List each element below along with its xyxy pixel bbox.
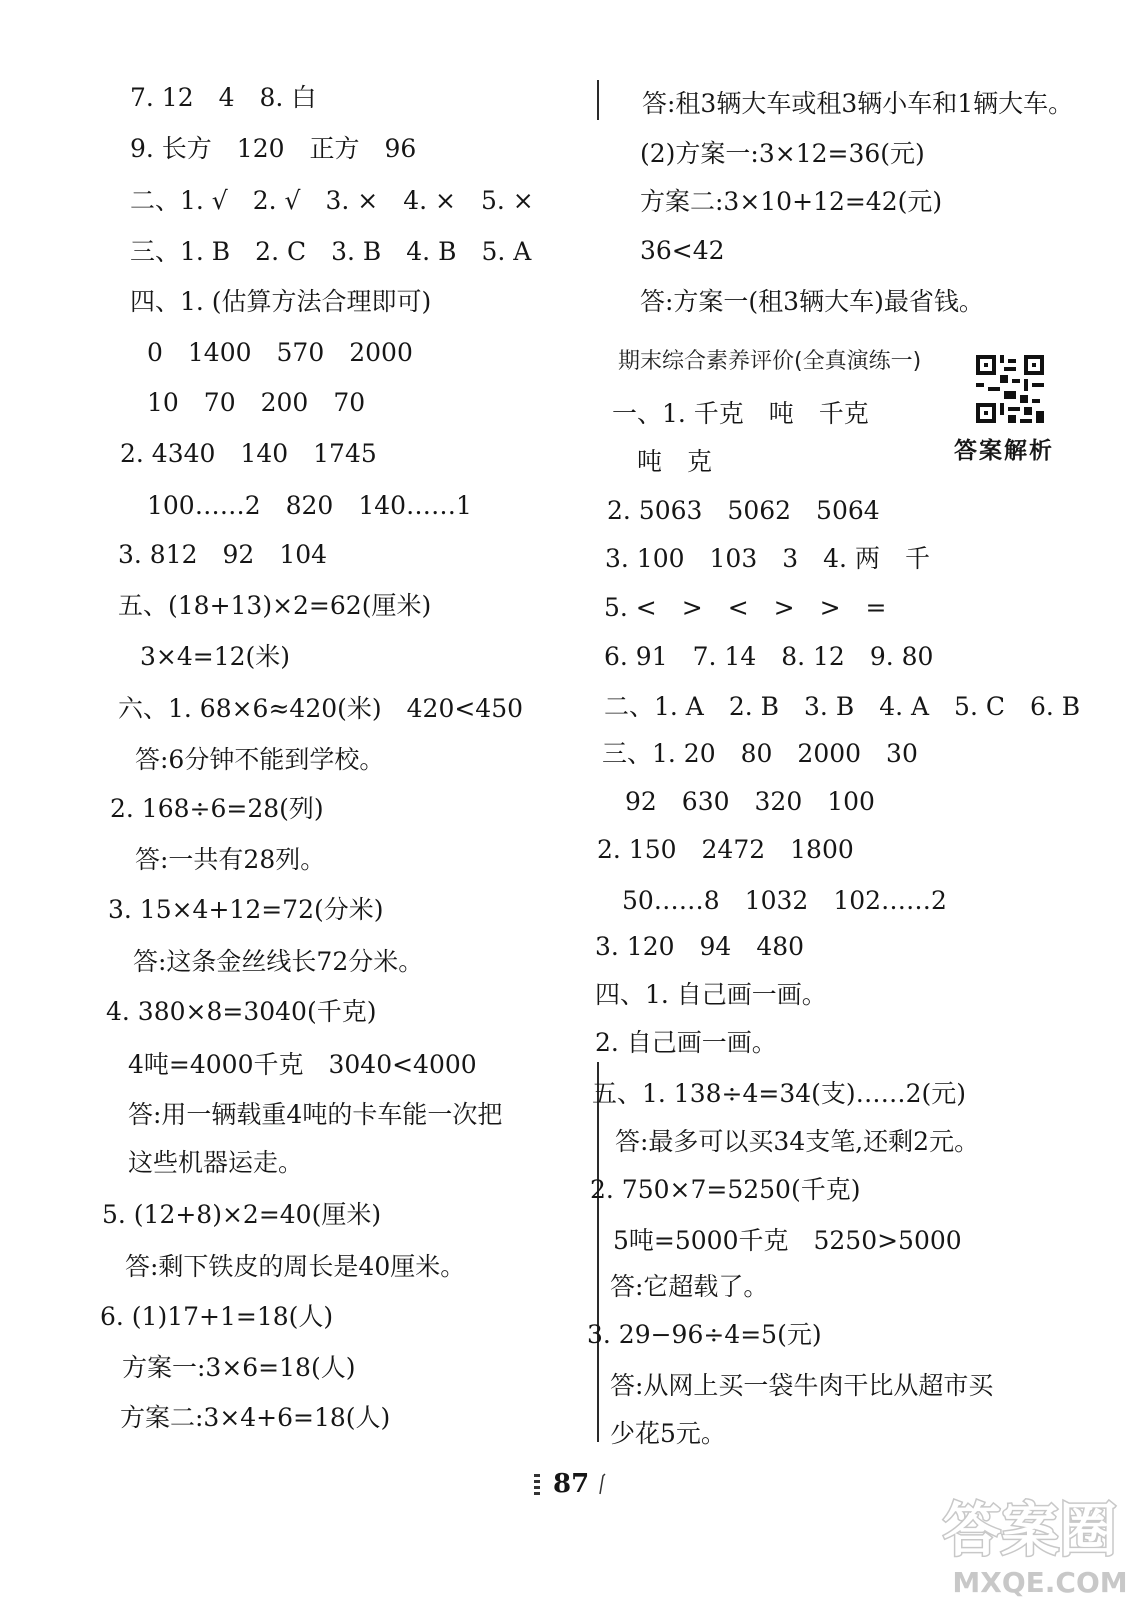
column-divider — [597, 1062, 599, 1442]
left-answer-line: 5. (12+8)×2=40(厘米) — [102, 1200, 382, 1229]
page-number: 87 — [553, 1469, 590, 1499]
right-answer-line: (2)方案一:3×12=36(元) — [640, 139, 925, 168]
qr-label: 答案解析 — [954, 438, 1054, 464]
right-answer-line: 3. 100 103 3 4. 两 千 — [605, 544, 930, 573]
left-answer-line: 五、(18+13)×2=62(厘米) — [118, 591, 432, 620]
left-answer-line: 2. 168÷6=28(列) — [110, 794, 324, 823]
left-answer-line: 答:这条金丝线长72分米。 — [133, 947, 424, 976]
right-answer-line: 6. 91 7. 14 8. 12 9. 80 — [604, 642, 934, 671]
left-answer-line: 7. 12 4 8. 白 — [130, 83, 317, 112]
right-answer-line: 答:它超载了。 — [610, 1272, 769, 1301]
right-answer-line: 50……8 1032 102……2 — [622, 886, 947, 915]
left-answer-line: 方案一:3×6=18(人) — [122, 1353, 356, 1382]
right-answer-line: 少花5元。 — [610, 1419, 726, 1448]
left-answer-line: 3. 812 92 104 — [118, 540, 328, 569]
right-answer-line: 2. 150 2472 1800 — [597, 835, 854, 864]
column-divider — [597, 80, 599, 120]
right-answer-line: 一、1. 千克 吨 千克 — [612, 399, 869, 428]
left-answer-line: 10 70 200 70 — [147, 388, 366, 417]
footer-ornament-icon — [598, 1472, 606, 1496]
right-answer-line: 2. 5063 5062 5064 — [607, 496, 880, 525]
watermark-url: MXQE.COM — [952, 1566, 1128, 1599]
left-answer-line: 2. 4340 140 1745 — [120, 439, 377, 468]
right-answer-line: 3. 29−96÷4=5(元) — [587, 1320, 822, 1349]
right-answer-line: 吨 克 — [637, 447, 713, 476]
right-answer-line: 四、1. 自己画一画。 — [595, 980, 827, 1009]
left-answer-line: 这些机器运走。 — [128, 1148, 304, 1177]
left-answer-line: 4. 380×8=3040(千克) — [106, 997, 377, 1026]
left-answer-line: 3×4=12(米) — [140, 642, 291, 671]
right-answer-line: 方案二:3×10+12=42(元) — [640, 187, 943, 216]
right-answer-line: 答:方案一(租3辆大车)最省钱。 — [640, 287, 984, 316]
right-answer-line: 二、1. A 2. B 3. B 4. A 5. C 6. B — [604, 692, 1081, 721]
right-answer-line: 2. 自己画一画。 — [595, 1028, 777, 1057]
left-answer-line: 二、1. √ 2. √ 3. × 4. × 5. × — [130, 186, 534, 215]
right-answer-line: 5. < > < > > = — [604, 593, 887, 622]
watermark-text: 答案圈 — [942, 1496, 1118, 1564]
left-answer-line: 9. 长方 120 正方 96 — [130, 134, 417, 163]
right-answer-line: 36<42 — [640, 236, 725, 265]
qr-code-icon[interactable] — [976, 355, 1044, 423]
footer-ornament-icon — [533, 1472, 541, 1496]
right-answer-line: 3. 120 94 480 — [595, 932, 805, 961]
left-answer-line: 答:一共有28列。 — [135, 845, 326, 874]
left-answer-line: 0 1400 570 2000 — [147, 338, 413, 367]
left-answer-line: 答:6分钟不能到学校。 — [135, 745, 385, 774]
left-answer-line: 方案二:3×4+6=18(人) — [120, 1403, 391, 1432]
left-answer-line: 100……2 820 140……1 — [147, 491, 472, 520]
right-answer-line: 答:从网上买一袋牛肉干比从超市买 — [610, 1371, 994, 1400]
right-answer-line: 答:租3辆大车或租3辆小车和1辆大车。 — [642, 89, 1074, 118]
left-answer-line: 三、1. B 2. C 3. B 4. B 5. A — [130, 237, 532, 266]
section-title: 期末综合素养评价(全真演练一) — [618, 349, 922, 374]
left-answer-line: 4吨=4000千克 3040<4000 — [128, 1050, 477, 1079]
left-answer-line: 六、1. 68×6≈420(米) 420<450 — [118, 694, 524, 723]
watermark-logo — [930, 1480, 1135, 1600]
right-answer-line: 92 630 320 100 — [625, 787, 875, 816]
left-answer-line: 答:用一辆载重4吨的卡车能一次把 — [128, 1100, 503, 1129]
left-answer-line: 答:剩下铁皮的周长是40厘米。 — [125, 1252, 466, 1281]
left-answer-line: 3. 15×4+12=72(分米) — [108, 895, 384, 924]
right-answer-line: 五、1. 138÷4=34(支)……2(元) — [592, 1079, 967, 1108]
right-answer-line: 5吨=5000千克 5250>5000 — [613, 1226, 962, 1255]
right-answer-line: 三、1. 20 80 2000 30 — [602, 739, 918, 768]
left-answer-line: 四、1. (估算方法合理即可) — [130, 287, 432, 316]
right-answer-line: 2. 750×7=5250(千克) — [590, 1175, 861, 1204]
left-answer-line: 6. (1)17+1=18(人) — [100, 1302, 334, 1331]
right-answer-line: 答:最多可以买34支笔,还剩2元。 — [615, 1127, 980, 1156]
